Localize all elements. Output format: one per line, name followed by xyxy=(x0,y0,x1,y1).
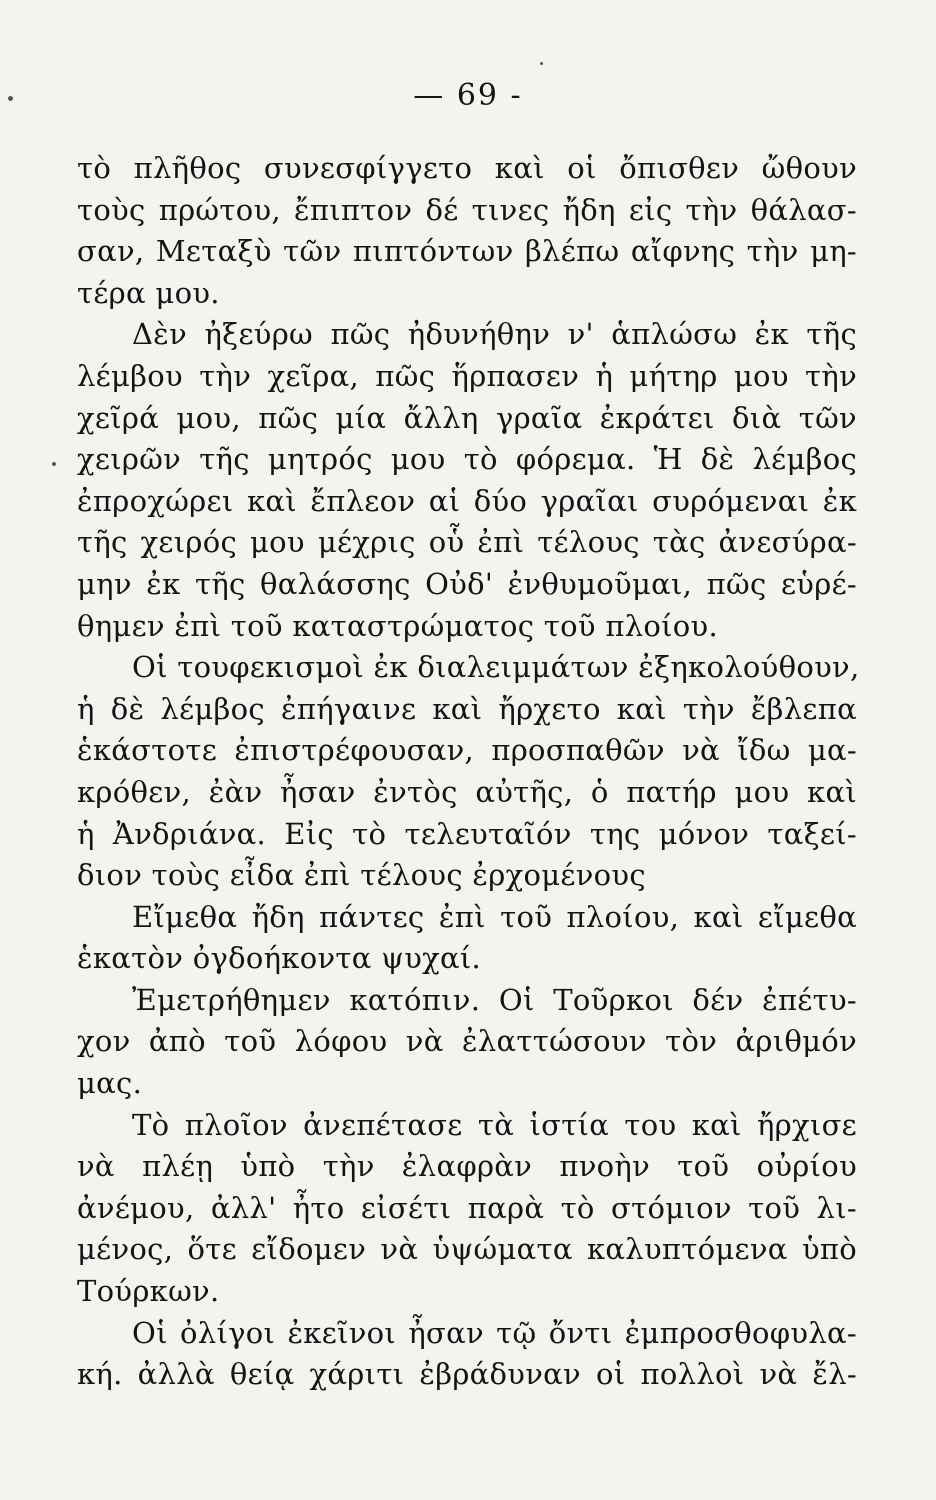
text-line: διον τοὺς εἶδα ἐπὶ τέλους ἐρχομένους xyxy=(77,858,646,893)
page-number: — 69 - xyxy=(413,78,523,113)
text-line: Ἐμετρήθημεν κατόπιν. Οἱ Τοῦρκοι δέν ἐπέτυ- xyxy=(132,982,857,1017)
text-line: χεῖρά μου, πῶς μία ἄλλη γραῖα ἐκράτει διὰ τῶν xyxy=(77,400,857,435)
text-line: Εἴμεθα ἤδη πάντες ἐπὶ τοῦ πλοίου, καὶ εἴμεθα xyxy=(132,899,857,934)
text-line: θημεν ἐπὶ τοῦ καταστρώματος τοῦ πλοίου. xyxy=(77,608,719,643)
text-line: μας. xyxy=(77,1066,143,1101)
text-line: ἑκάστοτε ἐπιστρέφουσαν, προσπαθῶν νὰ ἴδω μα- xyxy=(77,733,857,768)
body-text xyxy=(77,148,860,1396)
text-line: ἀνέμου, ἀλλ' ἦτο εἰσέτι παρὰ τὸ στόμιον τοῦ λι- xyxy=(77,1190,857,1225)
text-line: Οἱ τουφεκισμοὶ ἐκ διαλειμμάτων ἐξηκολούθουν, xyxy=(132,650,860,685)
text-line: Οἱ ὀλίγοι ἐκεῖνοι ἦσαν τῷ ὄντι ἐμπροσθοφυλα- xyxy=(132,1315,857,1350)
text-line: λέμβου τὴν χεῖρα, πῶς ἥρπασεν ἡ μήτηρ μου τὴν xyxy=(77,358,857,393)
text-line: κρόθεν, ἐὰν ἦσαν ἐντὸς αὐτῆς, ὁ πατήρ μου καὶ xyxy=(77,774,857,809)
text-line: Τούρκων. xyxy=(77,1274,220,1309)
text-line: ἡ Ἀνδριάνα. Εἰς τὸ τελευταῖόν της μόνον ταξεί- xyxy=(77,816,857,851)
text-line: κή. ἀλλὰ θείᾳ χάριτι ἐβράδυναν οἱ πολλοὶ νὰ ἔλ- xyxy=(77,1357,857,1392)
text-line: σαν, Μεταξὺ τῶν πιπτόντων βλέπω αἴφνης τὴν μη- xyxy=(77,234,857,269)
text-line: τὸ πλῆθος συνεσφίγγετο καὶ οἱ ὄπισθεν ὤθουν xyxy=(77,151,857,185)
text-line: ἑκατὸν ὀγδοήκοντα ψυχαί. xyxy=(77,941,482,976)
text-line: ἡ δὲ λέμβος ἐπήγαινε καὶ ἤρχετο καὶ τὴν ἔβλεπα xyxy=(77,691,857,726)
text-line: ἐπροχώρει καὶ ἔπλεον αἱ δύο γραῖαι συρόμεναι ἐκ xyxy=(77,483,857,518)
text-line: τοὺς πρώτου, ἔπιπτον δέ τινες ἤδη εἰς τὴν θάλασ- xyxy=(77,192,857,227)
ink-speck xyxy=(8,96,13,101)
text-line: Τὸ πλοῖον ἀνεπέτασε τὰ ἱστία του καὶ ἤρχισε xyxy=(132,1107,857,1142)
text-line: μην ἐκ τῆς θαλάσσης Οὐδ' ἐνθυμοῦμαι, πῶς εὑρέ- xyxy=(77,566,857,601)
text-line: χειρῶν τῆς μητρός μου τὸ φόρεμα. Ἡ δὲ λέμβος xyxy=(77,442,857,477)
text-line: μένος, ὅτε εἴδομεν νὰ ὑψώματα καλυπτόμενα ὑπὸ xyxy=(77,1232,857,1267)
text-line: τέρα μου. xyxy=(77,275,220,310)
text-line: Δὲν ἠξεύρω πῶς ἠδυνήθην ν' ἁπλώσω ἐκ τῆς xyxy=(132,317,857,352)
ink-speck xyxy=(540,62,543,65)
text-line: χον ἀπὸ τοῦ λόφου νὰ ἐλαττώσουν τὸν ἀριθμόν xyxy=(77,1024,857,1059)
text-line: τῆς χειρός μου μέχρις οὗ ἐπὶ τέλους τὰς ἀνεσύρα- xyxy=(77,525,857,560)
ink-speck xyxy=(52,462,56,466)
text-line: νὰ πλέῃ ὑπὸ τὴν ἐλαφρὰν πνοὴν τοῦ οὐρίου xyxy=(77,1149,857,1184)
